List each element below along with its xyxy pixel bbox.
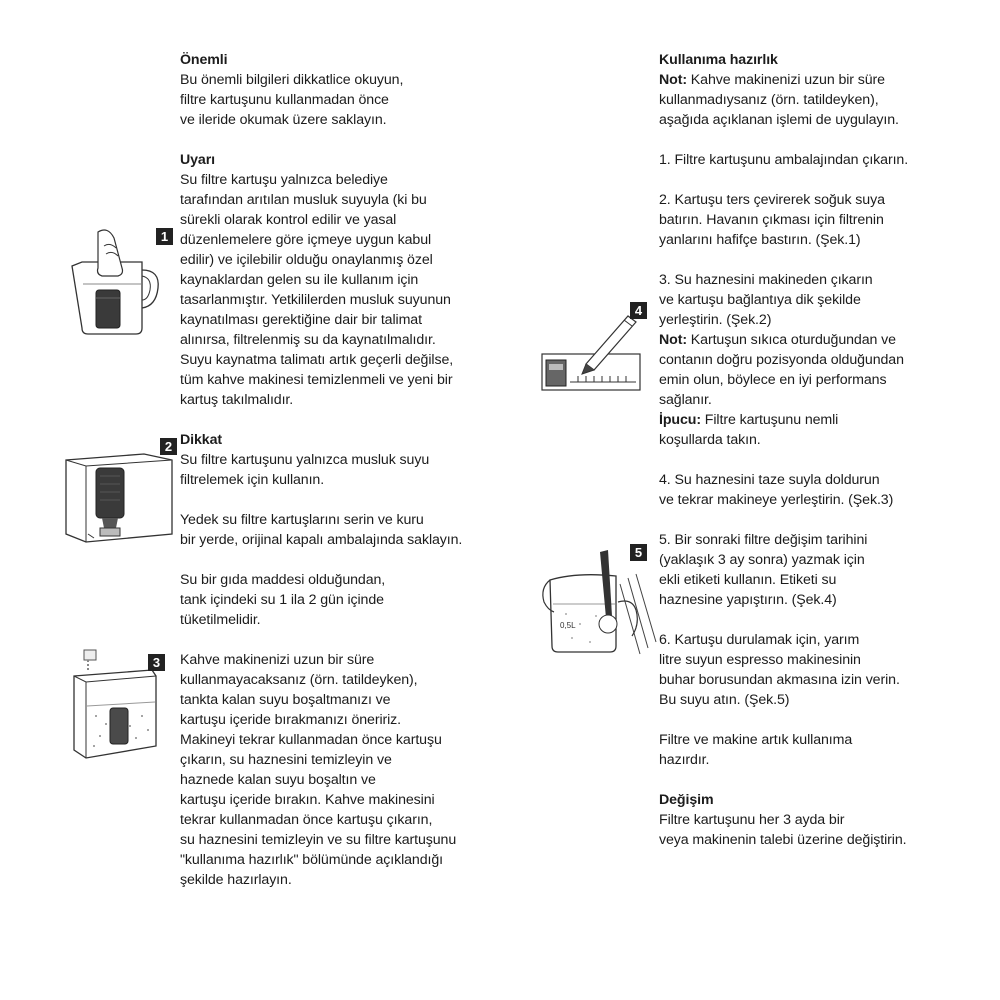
uyari-line: Suyu kaynatma talimatı artık geçerli değilse, — [180, 352, 454, 368]
step-5: haznesine yapıştırın. (Şek.4) — [659, 592, 837, 608]
figure-1-jug-illustration — [68, 228, 176, 340]
uyari-line: tüm kahve makinesi temizlenmeli ve yeni bir — [180, 372, 453, 388]
note2-line: contanın doğru pozisyonda olduğundan — [659, 352, 904, 368]
dikkat-line: tank içindeki su 1 ila 2 gün içinde — [180, 592, 384, 608]
heading-kullanima-hazirlik: Kullanıma hazırlık — [659, 52, 778, 68]
uyari-line: kartuş takılmalıdır. — [180, 392, 294, 408]
uyari-line: düzenlemelere göre içmeye uygun kabul — [180, 232, 432, 248]
uyari-line: tarafından arıtılan musluk suyuyla (ki bu — [180, 192, 427, 208]
step-3: 3. Su haznesini makineden çıkarın — [659, 272, 873, 288]
dikkat-line: filtrelemek için kullanın. — [180, 472, 325, 488]
step-6: 6. Kartuşu durulamak için, yarım — [659, 632, 860, 648]
heading-dikkat: Dikkat — [180, 432, 222, 448]
tip-line — [659, 410, 908, 430]
dikkat-line: kartuşu içeride bırakmanızı öneririz. — [180, 712, 402, 728]
dikkat-line: "kullanıma hazırlık" bölümünde açıklandığı — [180, 852, 443, 868]
dikkat-line: kartuşu içeride bırakın. Kahve makinesini — [180, 792, 435, 808]
dikkat-line: Kahve makinenizi uzun bir süre — [180, 652, 375, 668]
dikkat-line: tüketilmelidir. — [180, 612, 261, 628]
uyari-line: tasarlanmıştır. Yetkililerden musluk suyunun — [180, 292, 451, 308]
figure-4-number: 4 — [630, 302, 647, 319]
uyari-line: Su filtre kartuşu yalnızca belediye — [180, 172, 388, 188]
figure-4-label-illustration — [538, 302, 658, 398]
note-line: kullanmadıysanız (örn. tatildeyken), — [659, 92, 879, 108]
figure-5-steam-illustration — [536, 544, 658, 660]
step-4: 4. Su haznesini taze suyla doldurun — [659, 472, 880, 488]
left-column — [180, 50, 462, 890]
dikkat-line: şekilde hazırlayın. — [180, 872, 292, 888]
dikkat-line: kullanmayacaksanız (örn. tatildeyken), — [180, 672, 418, 688]
dikkat-line: bir yerde, orijinal kapalı ambalajında saklayın. — [180, 532, 463, 548]
note2-line — [659, 330, 908, 350]
note-label: Not: — [659, 72, 687, 88]
uyari-line: kaynaklardan gelen su ile kullanım için — [180, 272, 419, 288]
figure-3-number: 3 — [148, 654, 165, 671]
ready-line: Filtre ve makine artık kullanıma — [659, 732, 853, 748]
figure-3-filling-illustration — [66, 646, 176, 768]
jug-measure-label: 0,5L — [560, 621, 576, 630]
step-2: yanlarını hafifçe bastırın. (Şek.1) — [659, 232, 861, 248]
figure-1-number: 1 — [156, 228, 173, 245]
step-2: 2. Kartuşu ters çevirerek soğuk suya — [659, 192, 885, 208]
heading-degisim: Değişim — [659, 792, 714, 808]
step-6: litre suyun espresso makinesinin — [659, 652, 861, 668]
tip-text: Filtre kartuşunu nemli — [700, 412, 839, 428]
note-line: aşağıda açıklanan işlemi de uygulayın. — [659, 112, 899, 128]
steam-jug-icon — [536, 544, 658, 660]
dikkat-line: Yedek su filtre kartuşlarını serin ve kuru — [180, 512, 424, 528]
uyari-line: sürekli olarak kontrol edilir ve yasal — [180, 212, 397, 228]
step-3: ve kartuşu bağlantıya dik şekilde — [659, 292, 861, 308]
dikkat-line: Makineyi tekrar kullanmadan önce kartuşu — [180, 732, 442, 748]
note2-label: Not: — [659, 332, 687, 348]
step-3: yerleştirin. (Şek.2) — [659, 312, 772, 328]
step-6: Bu suyu atın. (Şek.5) — [659, 692, 790, 708]
step-1: 1. Filtre kartuşunu ambalajından çıkarın. — [659, 152, 909, 168]
figure-2-number: 2 — [160, 438, 177, 455]
tip-line: koşullarda takın. — [659, 432, 761, 448]
step-2: batırın. Havanın çıkması için filtrenin — [659, 212, 884, 228]
onemli-line: ve ileride okumak üzere saklayın. — [180, 112, 387, 128]
right-column — [659, 50, 908, 850]
ready-line: hazırdır. — [659, 752, 710, 768]
dikkat-line: çıkarın, su haznesini temizleyin ve — [180, 752, 392, 768]
uyari-line: edilir) ve içilebilir olduğu onaylanmış özel — [180, 252, 433, 268]
step-5: ekli etiketi kullanın. Etiketi su — [659, 572, 837, 588]
onemli-line: Bu önemli bilgileri dikkatlice okuyun, — [180, 72, 404, 88]
dikkat-line: tankta kalan suyu boşaltmanızı ve — [180, 692, 391, 708]
step-5: (yaklaşık 3 ay sonra) yazmak için — [659, 552, 865, 568]
step-5: 5. Bir sonraki filtre değişim tarihini — [659, 532, 868, 548]
degisim-line: veya makinenin talebi üzerine değiştirin. — [659, 832, 907, 848]
step-6: buhar borusundan akmasına izin verin. — [659, 672, 900, 688]
note2-line: sağlanır. — [659, 392, 712, 408]
heading-uyari: Uyarı — [180, 152, 215, 168]
dikkat-line: Su filtre kartuşunu yalnızca musluk suyu — [180, 452, 430, 468]
heading-onemli: Önemli — [180, 52, 228, 68]
step-4: ve tekrar makineye yerleştirin. (Şek.3) — [659, 492, 894, 508]
tip-label: İpucu: — [659, 412, 701, 428]
note2-text: Kartuşun sıkıca oturduğundan ve — [686, 332, 896, 348]
figure-5-number: 5 — [630, 544, 647, 561]
onemli-line: filtre kartuşunu kullanmadan önce — [180, 92, 389, 108]
degisim-line: Filtre kartuşunu her 3 ayda bir — [659, 812, 845, 828]
dikkat-line: Su bir gıda maddesi olduğundan, — [180, 572, 386, 588]
note2-line: emin olun, böylece en iyi performans — [659, 372, 887, 388]
dikkat-line: su haznesini temizleyin ve su filtre kartuşunu — [180, 832, 457, 848]
dikkat-line: haznede kalan suyu boşaltın ve — [180, 772, 376, 788]
note-text: Kahve makinenizi uzun bir süre — [686, 72, 885, 88]
dikkat-line: tekrar kullanmadan önce kartuşu çıkarın, — [180, 812, 433, 828]
uyari-line: alınırsa, filtrelenmiş su da kaynatılmalıdır. — [180, 332, 436, 348]
figure-2-tank-illustration — [60, 438, 178, 550]
note-line — [659, 70, 908, 90]
uyari-line: kaynatılması gerektiğine dair bir talimat — [180, 312, 422, 328]
